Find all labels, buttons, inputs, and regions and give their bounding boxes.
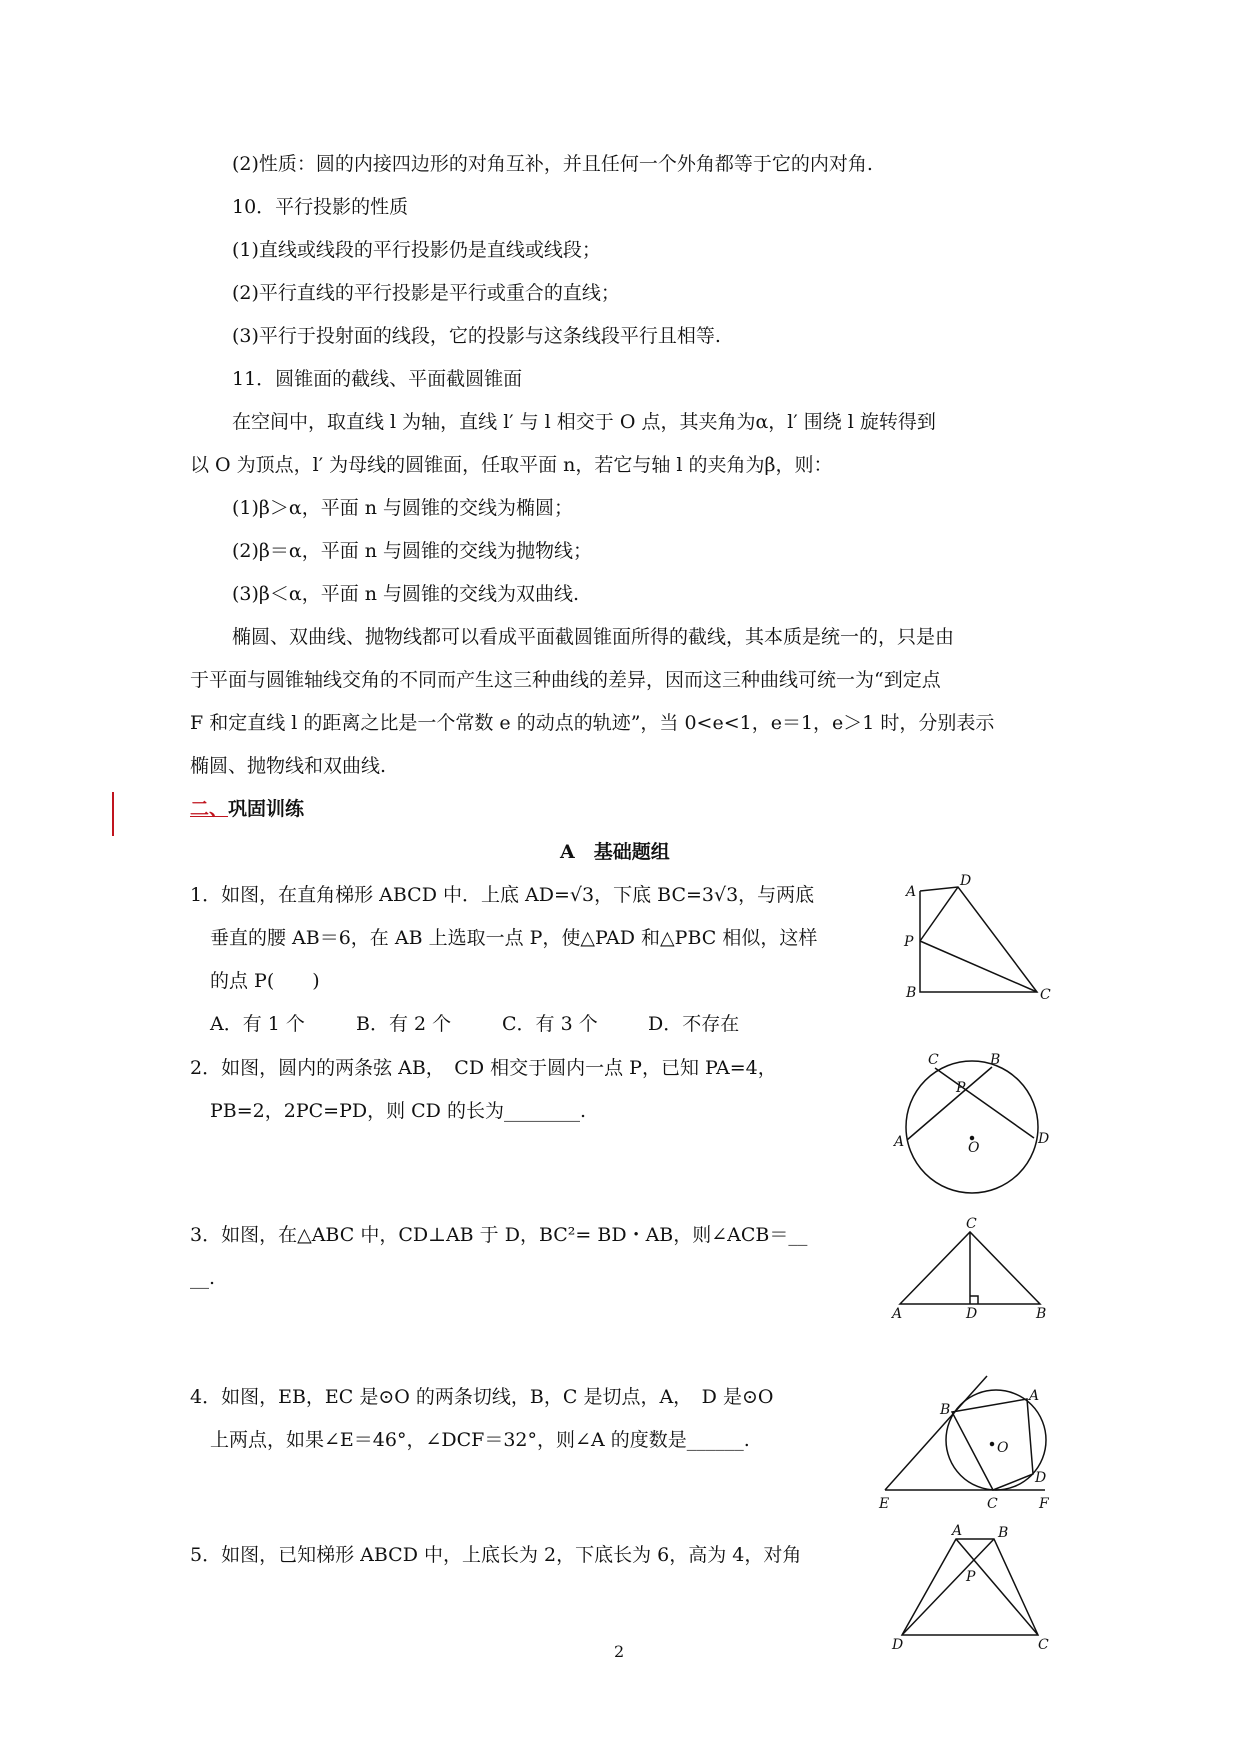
label-d: D [1038,1131,1050,1147]
question-1-option-c: C．有 3 个 [502,1013,598,1035]
question-1-option-d: D．不存在 [648,1013,740,1035]
label-b: B [940,1402,951,1418]
center-point [991,1443,994,1446]
trapezoid-abcd [902,1539,1038,1635]
segment-pc [920,941,1037,992]
label-d: D [892,1637,904,1653]
label-c: C [1040,987,1051,1003]
figure-1-trapezoid [900,875,1060,1005]
figure-2-circle-chords [890,1050,1060,1200]
label-a: A [906,884,917,900]
label-c: C [1038,1637,1049,1653]
label-b: B [990,1052,1001,1068]
property-line: (2)性质：圆的内接四边形的对角互补，并且任何一个外角都等于它的内对角. [232,153,873,175]
label-b: B [1036,1306,1047,1322]
label-o: O [968,1140,980,1156]
page-number: 2 [614,1642,625,1661]
section-11-summary-1: 椭圆、双曲线、抛物线都可以看成平面截圆锥面所得的截线，其本质是统一的，只是由 [232,626,955,648]
tangent-eb [885,1376,987,1490]
question-1-line-2: 垂直的腰 AB＝6，在 AB 上选取一点 P，使△PAD 和△PBC 相似，这样 [210,927,818,949]
label-p: P [966,1569,976,1585]
label-a: A [894,1134,905,1150]
question-3-line-1: 3．如图，在△ABC 中，CD⊥AB 于 D，BC²= BD・AB，则∠ACB＝__ [190,1224,808,1246]
label-b: B [906,985,917,1001]
diagonal-ac [956,1539,1038,1635]
section-11-item-1: (1)β＞α，平面 n 与圆锥的交线为椭圆； [232,497,574,519]
question-1-option-b: B．有 2 个 [356,1013,452,1035]
label-e: E [879,1496,890,1512]
section-11-intro-1: 在空间中，取直线 l 为轴，直线 l′ 与 l 相交于 O 点，其夹角为α，l′ 围绕 l 旋转得到 [232,411,936,433]
label-c: C [928,1052,939,1068]
section-2-title: 巩固训练 [228,798,305,820]
label-c: C [966,1216,977,1232]
label-f: F [1039,1496,1049,1512]
label-d: D [966,1306,978,1322]
section-11-title: 11．圆锥面的截线、平面截圆锥面 [232,368,523,390]
figure-3-triangle [890,1216,1060,1322]
label-b: B [998,1525,1009,1541]
segment-pd [920,887,958,941]
section-11-item-2: (2)β＝α，平面 n 与圆锥的交线为抛物线； [232,540,593,562]
label-d: D [1035,1470,1047,1486]
label-a: A [952,1523,963,1539]
question-4-line-2: 上两点，如果∠E＝46°，∠DCF＝32°，则∠A 的度数是______. [210,1429,750,1451]
label-p: P [904,934,914,950]
section-2-number: 二、 [190,798,229,820]
section-11-summary-3: F 和定直线 l 的距离之比是一个常数 e 的动点的轨迹”，当 0<e<1，e＝1，e＞1 时，分别表示 [190,712,995,734]
question-1-line-1: 1．如图，在直角梯形 ABCD 中．上底 AD=√3，下底 BC=3√3，与两底 [190,884,815,906]
question-2-line-1: 2．如图，圆内的两条弦 AB， CD 相交于圆内一点 P，已知 PA=4， [190,1057,777,1079]
question-1-option-a: A．有 1 个 [210,1013,305,1035]
revision-marker [112,792,114,836]
label-a: A [892,1306,903,1322]
right-angle-mark [970,1296,978,1304]
section-11-summary-4: 椭圆、抛物线和双曲线. [190,755,387,777]
section-10-item-3: (3)平行于投射面的线段，它的投影与这条线段平行且相等. [232,325,721,347]
trapezoid-outline [920,887,1037,992]
section-10-item-2: (2)平行直线的平行投影是平行或重合的直线； [232,282,620,304]
section-11-item-3: (3)β＜α，平面 n 与圆锥的交线为双曲线. [232,583,580,605]
figure-4-tangent-circle [875,1370,1060,1520]
label-p: P [956,1080,966,1096]
question-3-line-2: __. [190,1267,216,1289]
label-c: C [987,1496,998,1512]
question-1-line-3: 的点 P( ) [210,970,320,992]
section-11-intro-2: 以 O 为顶点，l′ 为母线的圆锥面，任取平面 n，若它与轴 l 的夹角为β，则： [190,454,833,476]
section-10-title: 10．平行投影的性质 [232,196,409,218]
label-d: D [960,873,972,889]
group-title: A 基础题组 [560,841,670,863]
section-10-item-1: (1)直线或线段的平行投影仍是直线或线段； [232,239,601,261]
question-2-line-2: PB=2，2PC=PD，则 CD 的长为________. [210,1100,586,1122]
question-4-line-1: 4．如图，EB，EC 是⊙O 的两条切线，B，C 是切点，A， D 是⊙O [190,1386,774,1408]
label-o: O [997,1440,1009,1456]
section-2-heading [190,797,304,821]
label-a: A [1029,1388,1040,1404]
figure-5-trapezoid-diagonals [890,1523,1060,1653]
section-11-summary-2: 于平面与圆锥轴线交角的不同而产生这三种曲线的差异，因而这三种曲线可统一为“到定点 [190,669,941,691]
question-5-line-1: 5．如图，已知梯形 ABCD 中，上底长为 2，下底长为 6，高为 4，对角 [190,1544,802,1566]
